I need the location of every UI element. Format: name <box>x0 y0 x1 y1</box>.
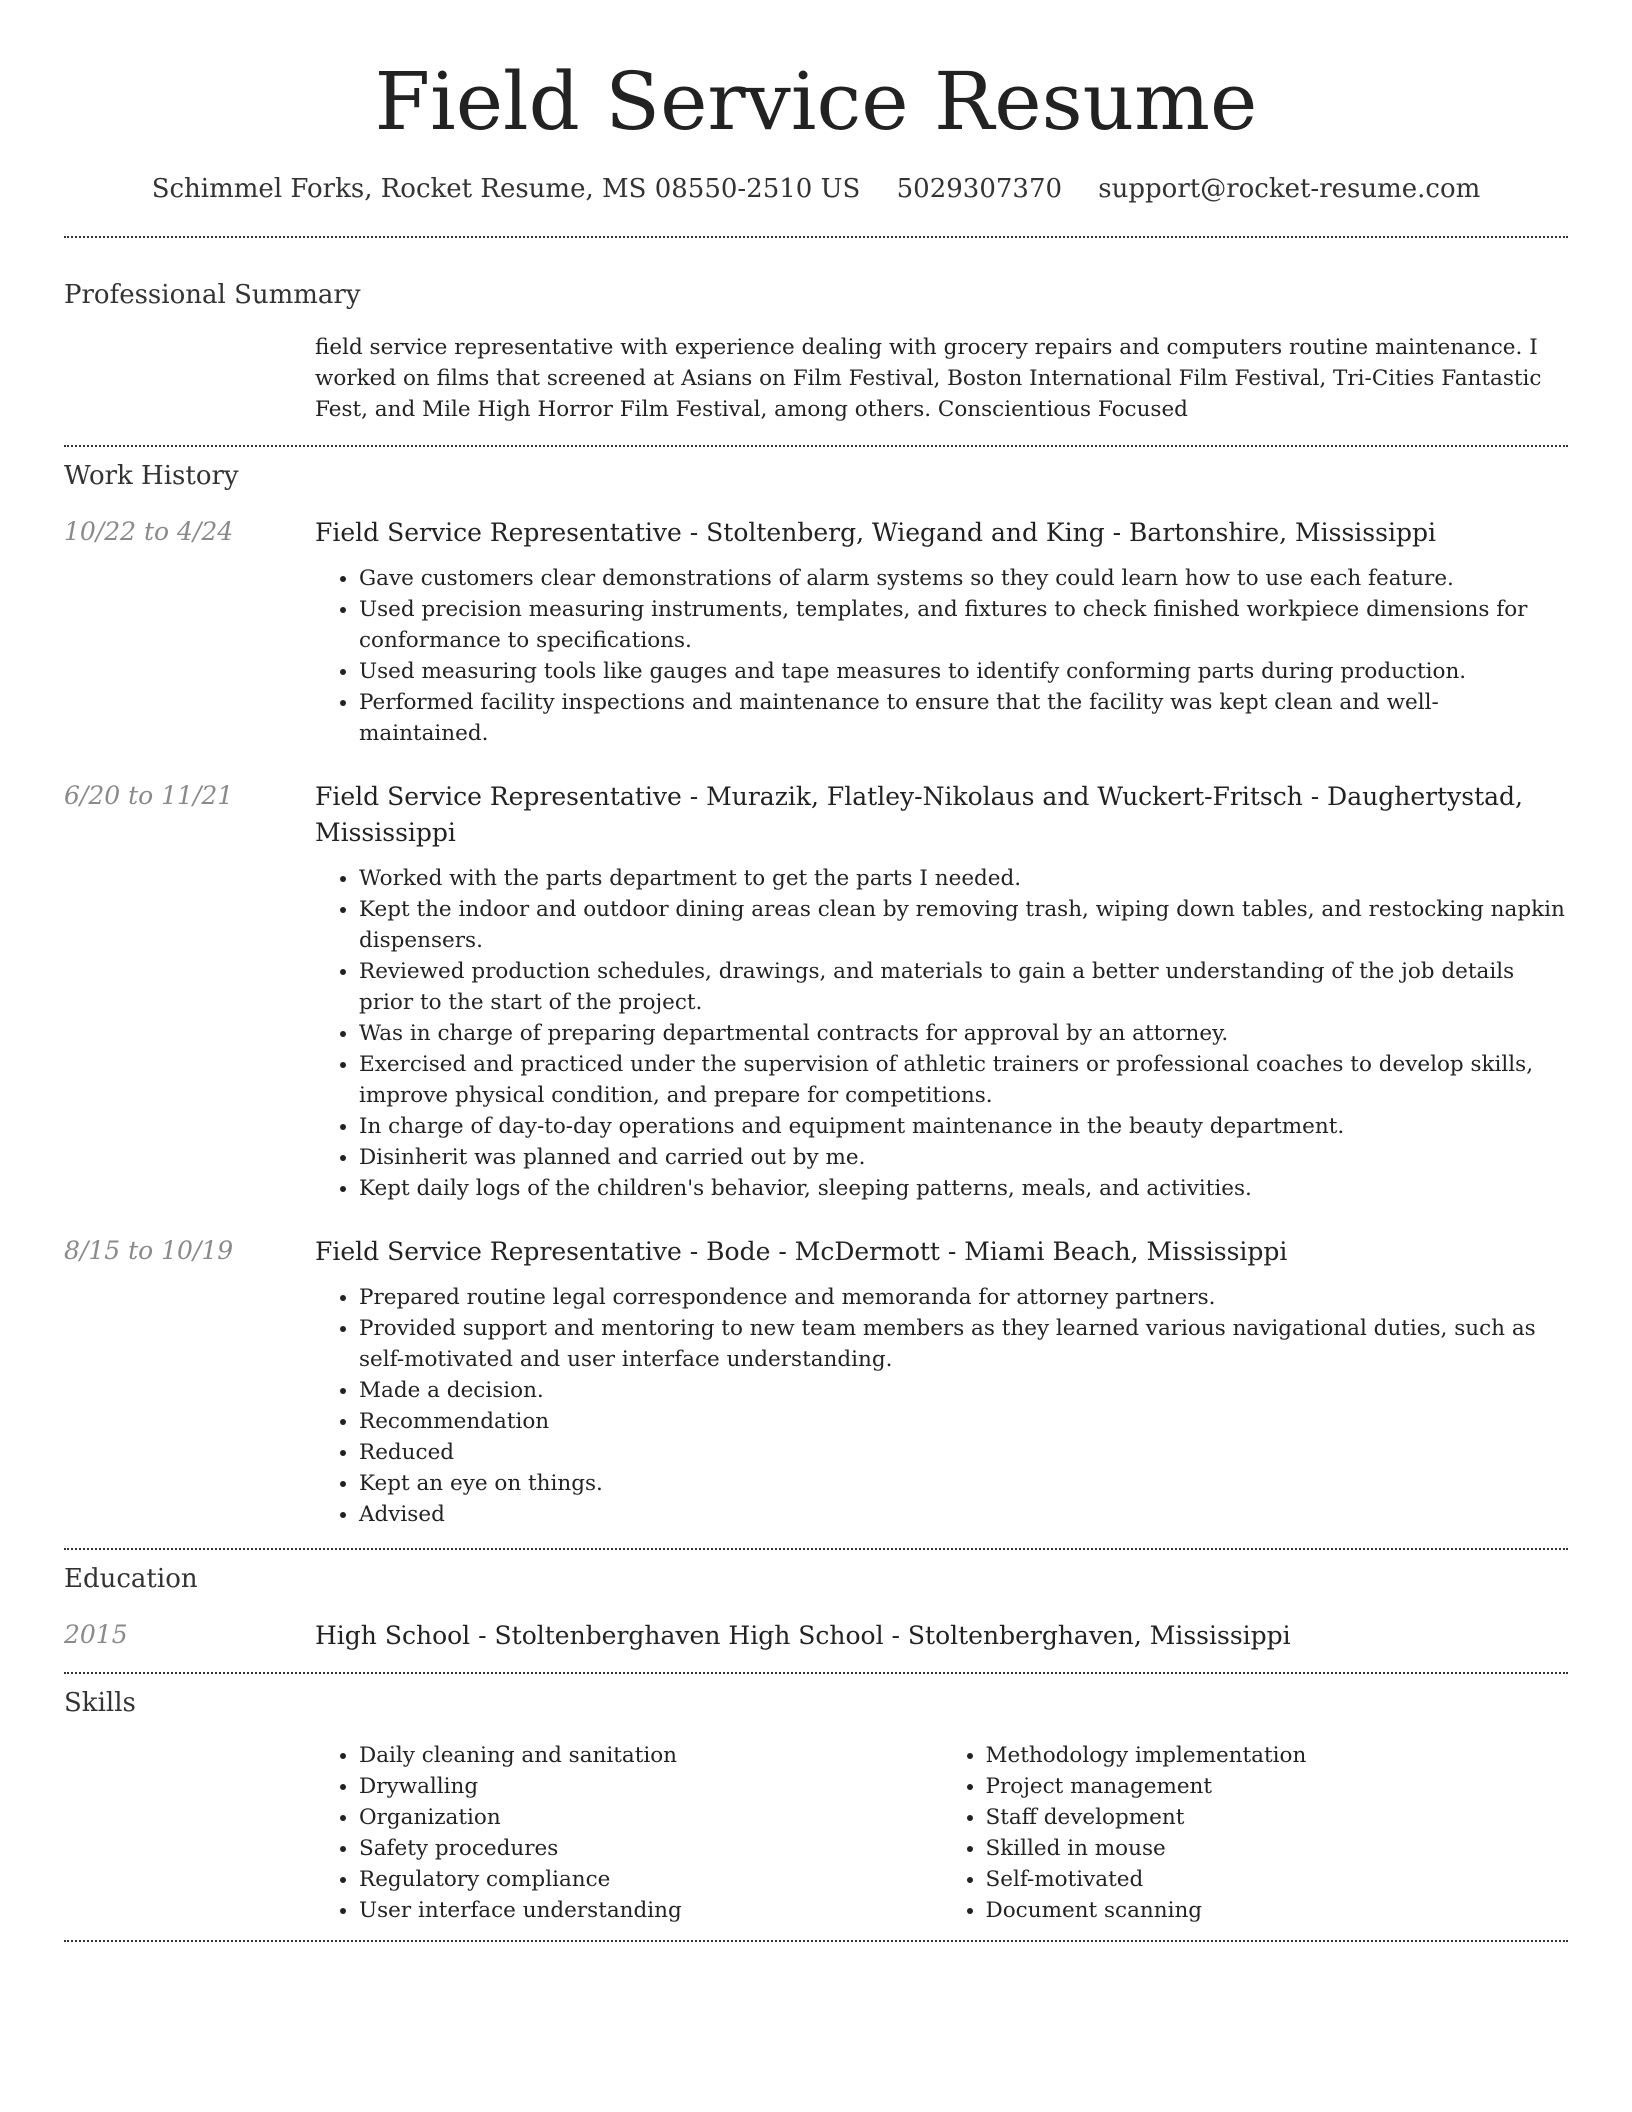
list-item: • Reduced <box>359 1437 1568 1468</box>
skills-list-left <box>315 1740 942 1926</box>
list-item: • Exercised and practiced under the supervision of athletic trainers or professional coaches to develop skills, improve physical condition, and prepare for competitions. <box>359 1049 1568 1111</box>
list-item: • Kept an eye on things. <box>359 1468 1568 1499</box>
section-title-education: Education <box>64 1564 198 1594</box>
job-dates: 10/22 to 4/24 <box>64 517 234 546</box>
summary-spacer <box>64 332 315 425</box>
section-title-skills: Skills <box>64 1688 136 1718</box>
skill-item: • User interface understanding <box>359 1895 942 1926</box>
job-heading: Field Service Representative - Stoltenberg, Wiegand and King - Bartonshire, Mississippi <box>315 518 1436 547</box>
skill-item: • Regulatory compliance <box>359 1864 942 1895</box>
list-item: • Provided support and mentoring to new team members as they learned various navigational duties, such as self-motivated and user interface understanding. <box>359 1313 1568 1375</box>
skill-item: • Staff development <box>986 1802 1569 1833</box>
education-year: 2015 <box>64 1620 128 1649</box>
divider <box>64 1672 1568 1674</box>
list-item: • Advised <box>359 1499 1568 1530</box>
skill-item: • Drywalling <box>359 1771 942 1802</box>
job-entry <box>64 779 1568 1204</box>
skill-item: • Skilled in mouse <box>986 1833 1569 1864</box>
job-content <box>315 1234 1568 1530</box>
list-item: • Gave customers clear demonstrations of alarm systems so they could learn how to use each feature. <box>359 563 1568 594</box>
job-heading: Field Service Representative - Murazik, Flatley-Nikolaus and Wuckert-Fritsch - Daughertystad, Mississippi <box>315 782 1523 847</box>
divider <box>64 1548 1568 1550</box>
summary-text: field service representative with experience dealing with grocery repairs and computers routine maintenance. I worked on films that screened at Asians on Film Festival, Boston International Film Festival, Tri-Cities Fantastic Fest, and Mile High Horror Film Festival, among others. Conscientious Focused <box>315 335 1542 422</box>
contact-phone: 5029307370 <box>896 174 1063 204</box>
contact-address: Schimmel Forks, Rocket Resume, MS 08550-2510 US <box>151 174 861 204</box>
list-item: • Made a decision. <box>359 1375 1568 1406</box>
skill-item: • Organization <box>359 1802 942 1833</box>
skills-columns <box>315 1740 1568 1926</box>
job-bullets <box>315 563 1568 749</box>
list-item: • Kept daily logs of the children's behavior, sleeping patterns, meals, and activities. <box>359 1173 1568 1204</box>
job-content <box>315 515 1568 749</box>
resume-name: Field Service Resume <box>374 55 1258 148</box>
job-content <box>315 779 1568 1204</box>
list-item: • Used measuring tools like gauges and tape measures to identify conforming parts during production. <box>359 656 1568 687</box>
skill-item: • Self-motivated <box>986 1864 1569 1895</box>
contact-line <box>64 172 1568 206</box>
job-dates: 6/20 to 11/21 <box>64 781 234 810</box>
skills-row <box>64 1740 1568 1926</box>
job-heading: Field Service Representative - Bode - McDermott - Miami Beach, Mississippi <box>315 1237 1288 1266</box>
list-item: • Recommendation <box>359 1406 1568 1437</box>
section-title-summary: Professional Summary <box>64 280 361 310</box>
divider <box>64 1940 1568 1942</box>
job-entry <box>64 1234 1568 1530</box>
list-item: • Kept the indoor and outdoor dining areas clean by removing trash, wiping down tables, and restocking napkin dispensers. <box>359 894 1568 956</box>
summary-row <box>64 332 1568 425</box>
resume-page <box>64 0 1568 1942</box>
contact-email: support@rocket-resume.com <box>1098 174 1481 204</box>
job-entry <box>64 515 1568 749</box>
skills-spacer <box>64 1740 315 1926</box>
list-item: • Disinherit was planned and carried out by me. <box>359 1142 1568 1173</box>
divider <box>64 445 1568 447</box>
education-heading: High School - Stoltenberghaven High School - Stoltenberghaven, Mississippi <box>315 1621 1291 1650</box>
list-item: • Reviewed production schedules, drawings, and materials to gain a better understanding of the job details prior to the start of the project. <box>359 956 1568 1018</box>
list-item: • Used precision measuring instruments, templates, and fixtures to check finished workpiece dimensions for conformance to specifications. <box>359 594 1568 656</box>
job-dates: 8/15 to 10/19 <box>64 1236 234 1265</box>
list-item: • Prepared routine legal correspondence and memoranda for attorney partners. <box>359 1282 1568 1313</box>
skill-item: • Safety procedures <box>359 1833 942 1864</box>
skill-item: • Methodology implementation <box>986 1740 1569 1771</box>
list-item: • Worked with the parts department to get the parts I needed. <box>359 863 1568 894</box>
divider <box>64 236 1568 238</box>
skill-item: • Daily cleaning and sanitation <box>359 1740 942 1771</box>
job-bullets <box>315 1282 1568 1530</box>
job-bullets <box>315 863 1568 1204</box>
list-item: • In charge of day-to-day operations and equipment maintenance in the beauty department. <box>359 1111 1568 1142</box>
skills-list-right <box>942 1740 1569 1926</box>
education-entry <box>64 1618 1568 1654</box>
list-item: • Was in charge of preparing departmental contracts for approval by an attorney. <box>359 1018 1568 1049</box>
section-title-work-history: Work History <box>64 461 239 491</box>
skill-item: • Document scanning <box>986 1895 1569 1926</box>
skill-item: • Project management <box>986 1771 1569 1802</box>
list-item: • Performed facility inspections and maintenance to ensure that the facility was kept clean and well-maintained. <box>359 687 1568 749</box>
